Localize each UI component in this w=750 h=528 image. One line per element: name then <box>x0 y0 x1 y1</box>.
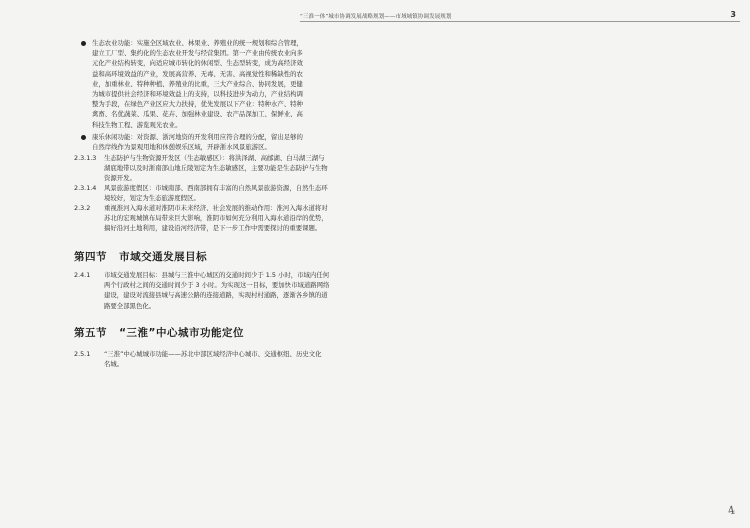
text-line: 苏北的宏观城镇布局带来巨大影响，淮阴市如何充分利用入海水道沿岸的优势， <box>104 214 328 223</box>
text-line: 生态防护与生物资源开发区（生态敏感区）：将洪泽湖、高邮湖、白马湖三湖与 <box>104 154 325 162</box>
text-line: 湖底地带以及时浙南部山地丘陵划定为生态敏感区，主要功能是生态防护与生物 <box>104 164 328 173</box>
bullet-leisure <box>92 132 412 152</box>
text-line: 业，加重林业、特种种植、养殖业的比重，三大产业综合、协同发展，更健 <box>92 79 303 88</box>
handwritten-page-mark: 4 <box>726 503 737 518</box>
section-4-heading <box>74 249 207 264</box>
text-line: 两个行政村之间的交通时间少于 3 小时。为实现这一目标，要加快市域道路网络 <box>104 281 330 290</box>
text-line: 康乐休闲功能：对资源、浙河地资的开发利用应符合理的分配，留出足够的 <box>92 133 303 141</box>
text-line: 重视淮河入海水道对淮阴市未来经济、社会发展的推动作用：淮河入海水道将对 <box>104 204 328 212</box>
section-title: 市域交通发展目标 <box>119 251 208 263</box>
text-line: 整为手段，在绿色产业区应大力扶持，优先发展以下产业：特种水产、特种 <box>92 100 303 109</box>
text-line: 资源开发。 <box>104 174 136 183</box>
clause-number: 2.3.2 <box>74 204 91 212</box>
text-line: 自然岸线作为景观用地和休憩娱乐区域，开辟浙水风景旅游区。 <box>92 143 271 152</box>
text-line: 境较好，划定为生态旅游度假区。 <box>104 194 200 203</box>
text-line: 风景旅游度假区：市城南部、西南部拥有丰富的自然风景旅游资源，自然生态环 <box>104 184 328 192</box>
text-line: 生态农业功能：实施全区域农业、林果业、养殖业的统一规划和综合管理， <box>92 39 303 47</box>
text-line: 市域交通发展目标：县城与三淮中心城区的交通时间少于 1.5 小时，市域内任何 <box>104 271 330 279</box>
clause-2-3-1-3 <box>74 153 434 184</box>
section-label: 第四节 <box>74 251 107 263</box>
section-5-heading <box>74 325 244 340</box>
clause-2-3-2 <box>74 203 434 234</box>
text-line: “三淮”中心城城市功能——苏北中部区域经济中心城市、交通枢纽、历史文化 <box>104 350 322 358</box>
clause-2-5-1 <box>74 349 434 369</box>
text-line: 元化产业结构转变，向适应城市转化的休闲型、生态型转变，成为高经济效 <box>92 59 303 68</box>
text-line: 建立工厂型、集约化的生态农业开发与经营集团。第一产业由传统农业向多 <box>92 49 303 58</box>
text-line: 禽畜、名优蔬菜、瓜果、花卉、加强林业建设、农产品深加工、保鲜业、高 <box>92 110 303 119</box>
clause-2-4-1 <box>74 270 434 311</box>
section-label: 第五节 <box>74 327 107 339</box>
text-line: 路要全部黑色化。 <box>104 301 156 310</box>
bullet-icon <box>81 41 86 46</box>
header-title: “三淮一体”城市协调发展战略规划——市域城镇协调发展规划 <box>300 14 452 20</box>
text-line: 为城市提供社会经济和环境效益上的支持，以科技进步为动力，产业结构调 <box>92 90 303 99</box>
page-number: 3 <box>730 10 736 19</box>
text-line: 科技生物工程、游览观光农业。 <box>92 120 182 129</box>
bullet-icon <box>81 135 86 140</box>
clause-number: 2.5.1 <box>74 350 91 358</box>
text-line: 建设，建设对流接县城与高速公路的连接道路，实现村村通路，逐渐各乡镇的道 <box>104 291 328 300</box>
clause-number: 2.3.1.3 <box>74 154 97 162</box>
section-title: “三淮”中心城市功能定位 <box>119 327 244 339</box>
clause-2-3-1-4 <box>74 183 434 203</box>
bullet-eco-agriculture <box>92 38 412 130</box>
text-line: 搞好沿河土地利用，建设沿河经济带，是下一步工作中需要探讨的重要课题。 <box>104 224 322 233</box>
text-line: 益和高环境效益的产业，发展高营养、无毒、无害、高视觉性和稀缺性的农 <box>92 69 303 78</box>
clause-number: 2.3.1.4 <box>74 184 97 192</box>
clause-number: 2.4.1 <box>74 271 91 279</box>
text-line: 名城。 <box>104 360 124 369</box>
running-header <box>300 12 740 22</box>
